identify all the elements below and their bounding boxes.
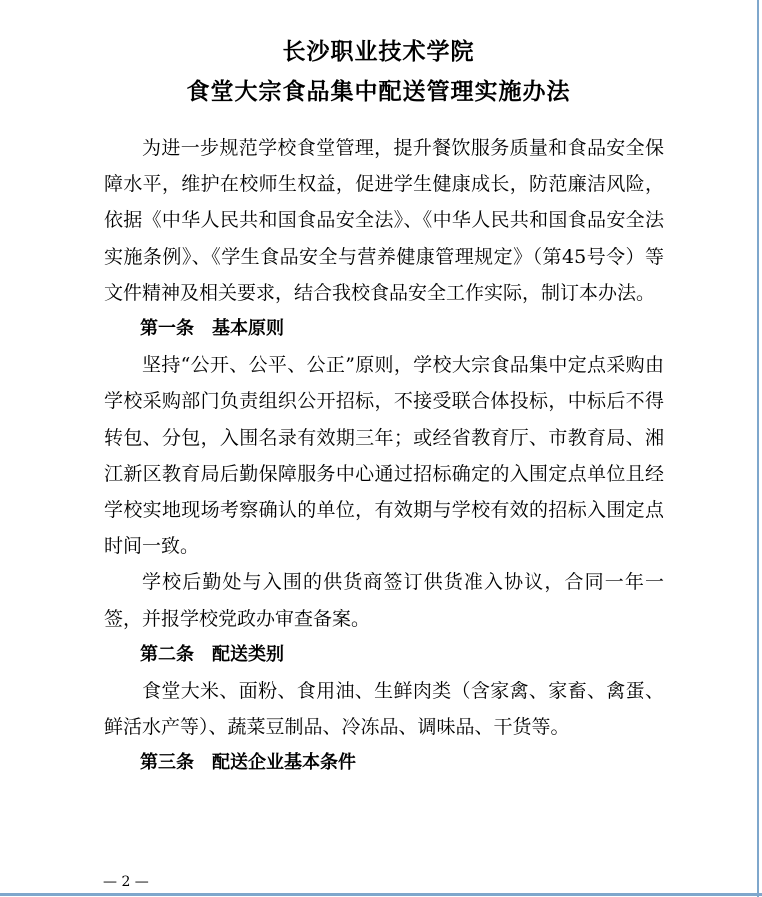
document-title-line1: 长沙职业技术学院 <box>282 39 475 65</box>
article-heading: 第二条 配送类别 <box>140 643 284 665</box>
body-paragraph: 食堂大米、面粉、食用油、生鲜肉类（含家禽、家畜、禽蛋、鲜活水产等）、蔬菜豆制品、冷冻品、调味品、干货等。 <box>104 680 664 739</box>
page-border-bottom <box>0 893 762 896</box>
body-paragraph: 为进一步规范学校食堂管理，提升餐饮服务质量和食品安全保障水平，维护在校师生权益，促进学生健康成长，防范廉洁风险，依据《中华人民共和国食品安全法》、《中华人民共和国食品安全法实施条例》、《学生食品安全与营养健康管理规定》（第45号令）等文件精神及相关要求，结合我校食品安全工作实际，制订本办法。 <box>104 137 664 304</box>
body-paragraph: 坚持“公开、公平、公正”原则，学校大宗食品集中定点采购由学校采购部门负责组织公开招标，不接受联合体投标，中标后不得转包、分包，入围名录有效期三年；或经省教育厅、市教育局、湘江新区教育局后勤保障服务中心通过招标确定的入围定点单位且经学校实地现场考察确认的单位，有效期与学校有效的招标入围定点时间一致。 <box>104 354 664 558</box>
article-heading: 第一条 基本原则 <box>140 318 284 340</box>
document-title-line2: 食堂大宗食品集中配送管理实施办法 <box>186 79 571 105</box>
page-border-right <box>757 0 759 897</box>
document-body <box>104 130 664 782</box>
article-heading: 第三条 配送企业基本条件 <box>140 752 356 774</box>
page-number: — 2 — <box>103 874 149 890</box>
body-paragraph: 学校后勤处与入围的供货商签订供货准入协议，合同一年一签，并报学校党政办审查备案。 <box>104 571 664 630</box>
